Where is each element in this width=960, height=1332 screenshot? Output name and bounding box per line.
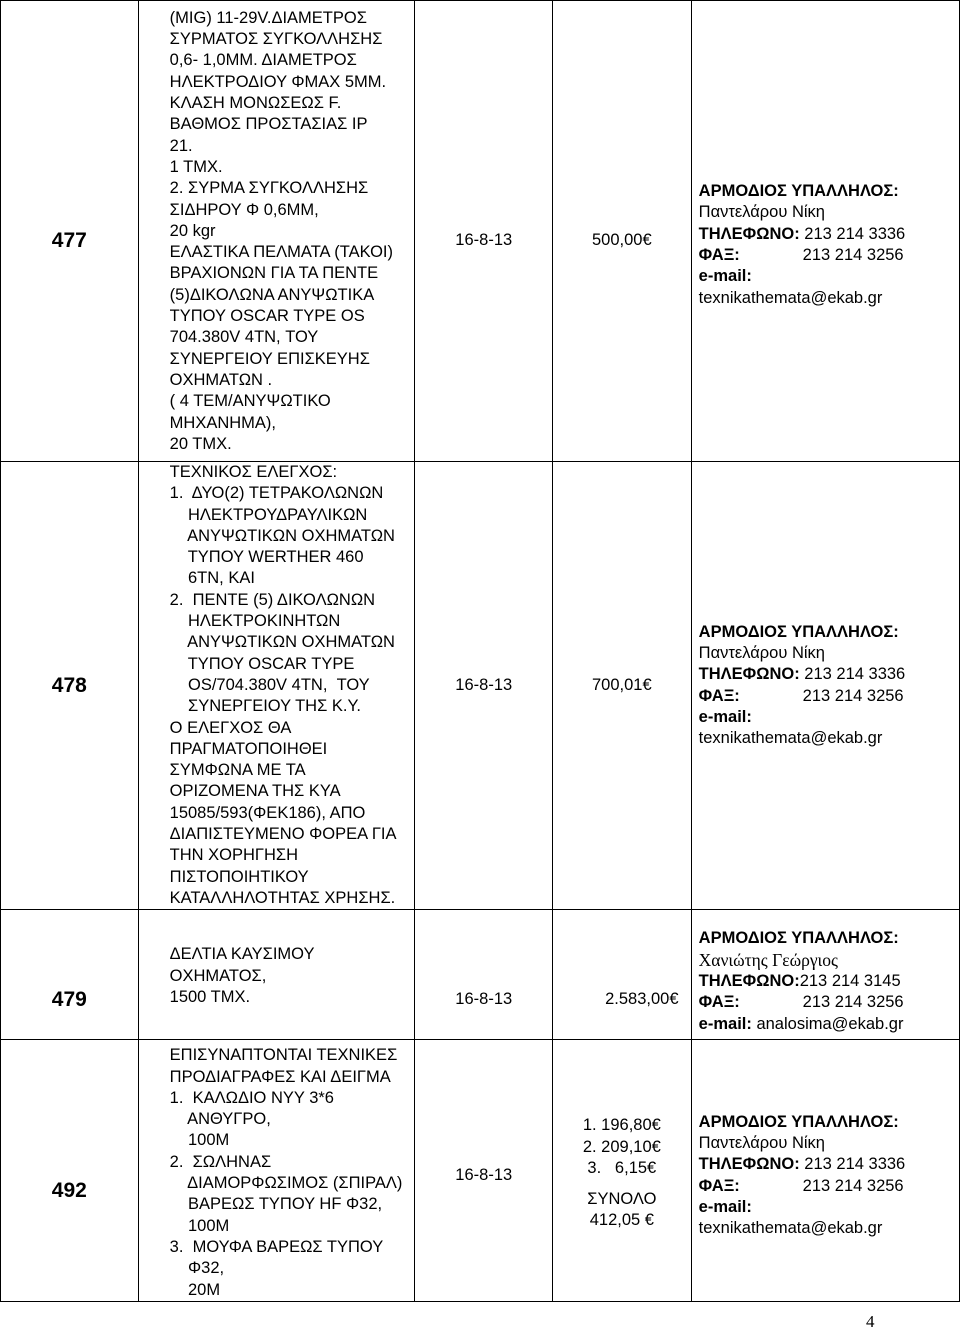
price-line: 2.583,00€: [605, 990, 679, 1009]
description-line: 704.380V 4TN, ΤΟΥ: [169, 328, 319, 347]
description-line: ΟΧΗΜΑΤΟΣ,: [169, 966, 267, 985]
contact-block: [692, 914, 959, 1034]
description-lines: [139, 941, 415, 1008]
contact-name: Παντελάρου Νίκη: [698, 644, 825, 663]
description-cell: [138, 462, 415, 910]
description-lines: [139, 7, 415, 455]
contact-fax-line: [699, 245, 959, 266]
description-line: ΗΛΕΚΤΡΟΥΔΡΑΥΛΙΚΩΝ: [169, 505, 368, 524]
description-line: Ο ΕΛΕΓΧΟΣ ΘΑ: [169, 718, 292, 737]
description-line: 2. ΣΩΛΗΝΑΣ: [169, 1152, 272, 1171]
phone-label: ΤΗΛΕΦΩΝΟ:: [698, 1155, 800, 1174]
email-value: texnikathemata@ekab.gr: [698, 288, 883, 307]
description-line: 15085/593(ΦΕΚ186), ΑΠΟ: [169, 803, 366, 822]
contact-email-line: [699, 1014, 959, 1035]
description-line: 21.: [169, 136, 193, 155]
description-line: 1 ΤΜΧ.: [169, 157, 223, 176]
contact-phone-line: [699, 224, 959, 245]
description-line: ΟΧΗΜΑΤΩΝ .: [169, 370, 273, 389]
date-cell: 16-8-13: [415, 910, 553, 1040]
description-line: 1. ΔΥΟ(2) ΤΕΤΡΑΚΟΛΩΝΩΝ: [169, 484, 384, 503]
price-cell: [553, 910, 692, 1040]
description-line: Φ32,: [169, 1259, 225, 1278]
date-cell: 16-8-13: [415, 1040, 553, 1302]
description-line: ΚΑΤΑΛΛΗΛΟΤΗΤΑΣ ΧΡΗΣΗΣ.: [169, 888, 396, 907]
table-row: [1, 910, 960, 1040]
description-line: ( 4 ΤΕΜ/ΑΝΥΨΩΤΙΚΟ: [169, 392, 331, 411]
email-value: texnikathemata@ekab.gr: [698, 1219, 883, 1238]
contact-fax-line: [699, 992, 959, 1013]
row-id: 492: [1, 1040, 139, 1302]
contact-block: [692, 622, 959, 750]
phone-value: 213 214 3336: [799, 1155, 906, 1174]
description-line: ΔΕΛΤΙΑ ΚΑΥΣΙΜΟΥ: [169, 945, 315, 964]
contact-fax-line: [699, 686, 959, 707]
fax-value: 213 214 3256: [802, 993, 904, 1012]
price-cell: [553, 462, 692, 910]
contact-title: ΑΡΜΟΔΙΟΣ ΥΠΑΛΛΗΛΟΣ:: [698, 1112, 899, 1131]
description-line: ΤΗΝ ΧΟΡΗΓΗΣΗ: [169, 846, 299, 865]
table-row: [1, 1040, 960, 1302]
description-line: ΒΡΑΧΙΟΝΩΝ ΓΙΑ ΤΑ ΠΕΝΤΕ: [169, 264, 379, 283]
email-value: analosima@ekab.gr: [756, 1014, 904, 1033]
description-line: 1. ΚΑΛΩΔΙΟ ΝΥΥ 3*6: [169, 1088, 334, 1107]
description-line: ΕΠΙΣΥΝΑΠΤΟΝΤΑΙ ΤΕΧΝΙΚΕΣ: [169, 1046, 398, 1065]
description-line: ΔΙΑΠΙΣΤΕΥΜΕΝΟ ΦΟΡΕΑ ΓΙΑ: [169, 825, 397, 844]
phone-value: 213 214 3336: [799, 224, 906, 243]
description-line: ΠΡΑΓΜΑΤΟΠΟΙΗΘΕΙ: [169, 739, 328, 758]
price-line: [553, 1179, 691, 1189]
description-line: 3. ΜΟΥΦΑ ΒΑΡΕΩΣ ΤΥΠΟΥ: [169, 1237, 384, 1256]
description-cell: [138, 1, 415, 462]
description-line: ΤΥΠΟΥ OSCAR TYPE: [169, 654, 355, 673]
contact-cell: [691, 1040, 959, 1302]
description-line: ΤΥΠΟΥ WERTHER 460: [169, 548, 364, 567]
fax-value: 213 214 3256: [802, 1176, 904, 1195]
description-line: ΚΛΑΣΗ ΜΟΝΩΣΕΩΣ F.: [169, 94, 342, 113]
phone-label: ΤΗΛΕΦΩΝΟ:: [698, 972, 800, 991]
description-line: ΣΙΔΗΡΟΥ Φ 0,6ΜΜ,: [169, 200, 319, 219]
email-label: e-mail:: [698, 707, 752, 726]
price-line: 500,00€: [592, 231, 652, 250]
description-line: ΜΗΧΑΝΗΜΑ),: [169, 413, 276, 432]
description-line: 1500 ΤΜΧ.: [169, 987, 251, 1006]
table-row: [1, 462, 960, 910]
description-line: ΠΡΟΔΙΑΓΡΑΦΕΣ ΚΑΙ ΔΕΙΓΜΑ: [169, 1067, 391, 1086]
phone-value: 213 214 3336: [799, 665, 906, 684]
description-line: ΒΑΘΜΟΣ ΠΡΟΣΤΑΣΙΑΣ ΙΡ: [169, 115, 368, 134]
description-line: 20 ΤΜΧ.: [169, 434, 232, 453]
contact-name: Χανιώτης Γεώργιος: [698, 949, 838, 970]
description-line: (MIG) 11-29V.ΔΙΑΜΕΤΡΟΣ: [169, 8, 367, 27]
description-cell: [138, 1040, 415, 1302]
contact-title: ΑΡΜΟΔΙΟΣ ΥΠΑΛΛΗΛΟΣ:: [698, 182, 899, 201]
description-line: ΒΑΡΕΩΣ ΤΥΠΟΥ HF Φ32,: [169, 1195, 383, 1214]
description-line: 0,6- 1,0ΜΜ. ΔΙΑΜΕΤΡΟΣ: [169, 51, 357, 70]
email-label: e-mail:: [698, 1197, 752, 1216]
description-line: ΗΛΕΚΤΡΟΚΙΝΗΤΩΝ: [169, 612, 341, 631]
description-line: ΗΛΕΚΤΡΟΔΙΟΥ ΦΜΑΧ 5ΜΜ.: [169, 72, 387, 91]
email-value: texnikathemata@ekab.gr: [698, 729, 883, 748]
description-line: ΣΥΡΜΑΤΟΣ ΣΥΓΚΟΛΛΗΣΗΣ: [169, 30, 383, 49]
description-cell: [138, 910, 415, 1040]
contact-phone-line: [699, 971, 959, 992]
contact-fax-line: [699, 1176, 959, 1197]
email-label: e-mail:: [698, 267, 752, 286]
description-line: ΤΕΧΝΙΚΟΣ ΕΛΕΓΧΟΣ:: [169, 463, 338, 481]
fax-value: 213 214 3256: [802, 246, 904, 264]
price-line: 3. 6,15€: [587, 1158, 657, 1177]
table-row: [1, 1, 960, 462]
description-line: 6TN, ΚΑΙ: [169, 569, 255, 588]
contact-block: [692, 153, 959, 309]
contact-phone-line: [699, 664, 959, 685]
description-line: ΑΝΘΥΓΡΟ,: [169, 1110, 271, 1129]
phone-label: ΤΗΛΕΦΩΝΟ:: [698, 224, 800, 243]
description-line: ΣΥΝΕΡΓΕΙΟΥ ΤΗΣ Κ.Υ.: [169, 697, 361, 716]
fax-label: ΦΑΞ:: [698, 1176, 740, 1195]
description-line: ΣΥΝΕΡΓΕΙΟΥ ΕΠΙΣΚΕΥΗΣ: [169, 349, 370, 368]
description-line: OS/704.380V 4TN, ΤΟΥ: [169, 675, 370, 694]
description-line: 20 kgr: [169, 221, 216, 240]
row-id: 477: [1, 1, 139, 462]
contact-cell: [691, 462, 959, 910]
price-cell: [553, 1040, 692, 1302]
contact-title: ΑΡΜΟΔΙΟΣ ΥΠΑΛΛΗΛΟΣ:: [698, 929, 899, 948]
contact-phone-line: [699, 1154, 959, 1175]
price-line: 2. 209,10€: [582, 1137, 661, 1156]
date-cell: 16-8-13: [415, 462, 553, 910]
page-number: 4: [866, 1312, 875, 1331]
description-lines: [139, 462, 415, 909]
date-cell: 16-8-13: [415, 1, 553, 462]
description-line: 2. ΣΥΡΜΑ ΣΥΓΚΟΛΛΗΣΗΣ: [169, 179, 369, 198]
contact-block: [692, 1102, 959, 1240]
description-line: ΤΥΠΟΥ OSCAR TYPE OS: [169, 307, 365, 326]
description-line: 20Μ: [169, 1280, 221, 1299]
contact-name: Παντελάρου Νίκη: [698, 1133, 825, 1152]
fax-label: ΦΑΞ:: [698, 993, 740, 1012]
description-line: 100Μ: [169, 1131, 230, 1150]
price-line: 700,01€: [592, 675, 652, 694]
price-line: ΣΥΝΟΛΟ: [587, 1190, 657, 1209]
contact-title: ΑΡΜΟΔΙΟΣ ΥΠΑΛΛΗΛΟΣ:: [698, 622, 899, 641]
email-label: e-mail:: [698, 1014, 752, 1033]
description-line: (5)ΔΙΚΟΛΩΝΑ ΑΝΥΨΩΤΙΚΑ: [169, 285, 375, 304]
contact-name: Παντελάρου Νίκη: [698, 203, 825, 222]
description-line: ΕΛΑΣΤΙΚΑ ΠΕΛΜΑΤΑ (ΤΑΚΟΙ): [169, 243, 394, 262]
description-line: ΠΙΣΤΟΠΟΙΗΤΙΚΟΥ: [169, 867, 309, 886]
description-line: 100Μ: [169, 1216, 230, 1235]
description-line: ΑΝΥΨΩΤΙΚΩΝ ΟΧΗΜΑΤΩΝ: [169, 633, 395, 652]
price-line: 1. 196,80€: [582, 1116, 661, 1135]
description-line: ΟΡΙΖΟΜΕΝΑ ΤΗΣ ΚΥΑ: [169, 782, 341, 801]
description-lines: [139, 1040, 415, 1301]
phone-label: ΤΗΛΕΦΩΝΟ:: [698, 665, 800, 684]
fax-label: ΦΑΞ:: [698, 246, 740, 264]
contact-cell: [691, 910, 959, 1040]
description-line: 2. ΠΕΝΤΕ (5) ΔΙΚΟΛΩΝΩΝ: [169, 590, 376, 609]
description-line: ΔΙΑΜΟΡΦΩΣΙΜΟΣ (ΣΠΙΡΑΛ): [169, 1174, 403, 1193]
price-line: 412,05 €: [589, 1211, 654, 1230]
contact-cell: [691, 1, 959, 462]
row-id: 478: [1, 462, 139, 910]
fax-label: ΦΑΞ:: [698, 686, 740, 705]
description-line: ΑΝΥΨΩΤΙΚΩΝ ΟΧΗΜΑΤΩΝ: [169, 526, 395, 545]
fax-value: 213 214 3256: [802, 686, 904, 705]
phone-value: 213 214 3145: [799, 972, 901, 991]
description-line: ΣΥΜΦΩΝΑ ΜΕ ΤΑ: [169, 761, 306, 780]
row-id: 479: [1, 910, 139, 1040]
price-cell: [553, 1, 692, 462]
